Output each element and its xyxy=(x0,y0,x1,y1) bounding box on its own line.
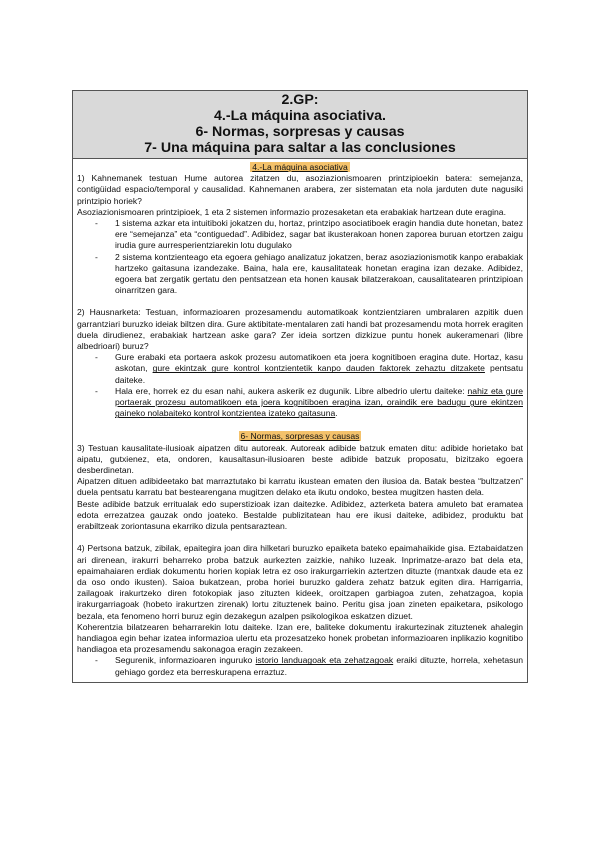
answer-2-bullet-1-underlined: gure ekintzak gure kontrol kontzientetik kanpo dauden faktorek zehaztu ditzakete xyxy=(152,363,485,374)
section-6-heading xyxy=(77,431,523,442)
answer-2-bullet-2-underlined: nahiz eta gure portaerak prozesu automatikoen eta joera kognitiboen eragina izan, oraindik ere badugu gure ekintzen gaineko nolabaiteko kontrol kontzientea izateko gaitasuna xyxy=(115,385,523,419)
section-4-heading xyxy=(77,162,523,173)
document-table xyxy=(72,90,528,683)
answer-2-bullet-1-text-b: pentsatu daiteke. xyxy=(115,363,524,385)
answer-2-bullet-1-text-a: Gure erabaki eta portaera askok prozesu automatikoen eta joera kognitiboen eragina dute. Hortaz, kasu askotan, xyxy=(115,352,523,374)
question-4: 4) Pertsona batzuk, zibilak, epaitegira joan dira hilketari buruzko epaiketa bateko epaimahaikide gisa. Eztabaidatzen ari direnean, irakurri beharreko proba batzuk aurkezten zaizkie, nahiko luzeak. Inprimatze-arazo bat dela eta, epaimahaiaren erdiak dokumentu horien kopiak letra ez oso irakurgarriekin aztertzen dituzte (mantxak daude eta ez da oso ondo ikusten). Saioa bukatzean, proba horiei buruzko galdera zehatz batzuk egiten dira. Harrigarria, zailagoak irakurtzeko diren fotokopiak jaso zituzten kideek, oroitzapen garbiagoa zuten, zehatzagoa, kopia irakurgarriagoak (hobeto irakurtzen zirenak) lortu zituztenek baino. Peritu gisa joan zineten epaiketara, psikologo bezala, eta fenomeno horri buruz egin dezakegun azalpen psikologikoa eskatzen dizuet. xyxy=(77,543,523,621)
header-line-2: 4.-La máquina asociativa. xyxy=(214,108,386,124)
header-line-4: 7- Una máquina para saltar a las conclusiones xyxy=(144,140,456,156)
answer-1-bullet-2: - 2 sistema kontzienteago eta egoera gehiago analizatuz jokatzen, beraz asoziazionismotik kanpo erabakiak hartzeko gaitasuna izandezake. Baina, hala ere, kausalitateak honetan eragina izan dezake. Adibidez, egoera bat zergatik gertatu den pentsatzean eta honen kausak bilatzerakoan, causalitatearen printzipioan oinarritzen gara. xyxy=(115,252,523,297)
answer-2-bullet-1 xyxy=(115,352,523,386)
answer-1-intro: Asoziazionismoaren printzipioek, 1 eta 2 sistemen informazio prozesaketan eta erabakiak hartzean dute eragina. xyxy=(77,206,506,217)
answer-1-bullet-1: - 1 sistema azkar eta intuitiboki jokatzen du, hortaz, printzipo asociatiboek eragin handia dute honetan, batez ere “semejanza” eta “contiguedad”. Adibidez, sagar bat ikusterakoan honen zaporea buruan etortzen zaigu irudia gure aurresperientziarekin lotu dugulako xyxy=(115,218,523,252)
answer-4-bullet-1 xyxy=(115,655,523,677)
answer-4-bullet-1-text-b: eraiki dituzte, horrela, xehetasun gehiago gordez eta berreskurapena erraztuz. xyxy=(115,655,523,677)
header-line-1: 2.GP: xyxy=(281,92,319,108)
header-line-3: 6- Normas, sorpresas y causas xyxy=(195,124,405,140)
section-6-title: 6- Normas, sorpresas y causas xyxy=(240,431,360,442)
question-2: 2) Hausnarketa: Testuan, informazioaren prozesamendu automatikoak kontzientziaren umbralaren azpitik duen garrantziari buruzko ideiak biltzen dira. Gure aktibitate-mentalaren zati handi bat prozesamendu mota horrek eragiten duela dirudienez, erabakiak hartzean aske gara? Zer ideia sortzen dizkizue puntu honek aukeramenari (libre albedrioari) buruz? xyxy=(77,307,523,352)
answer-3-paragraph-1: Aipatzen dituen adibideetako bat marraztutako bi karratu ikustean ematen den ilusioa da. Batak bestea “bultzatzen” duela pentsatu karratu bat bestearengana mugitzen delako eta ikutu ondoko, bestea mugitzen hasten dela. xyxy=(77,476,523,498)
answer-4-bullet-1-text-a: Segurenik, informazioaren inguruko xyxy=(115,655,256,666)
answer-3-paragraph-2: Beste adibide batzuk erritualak edo superstizioak izan daitezke. Adibidez, azterketa batera amuleto bat eramatea edota errezatzea gauzak ondo joateko. Bestalde publizitatean hau ere ikusi daiteke, adibidez, produktu bat erabiltzeak zoriontasuna ekarriko dizula pentsaraztean. xyxy=(77,498,523,532)
answer-2-bullet-2-text-a: Hala ere, horrek ez du esan nahi, aukera askerik ez dugunik. Libre albedrio ulertu daiteke: xyxy=(115,385,468,396)
answer-2-bullet-2-text-b: . xyxy=(335,408,338,419)
answer-4-list xyxy=(77,655,523,677)
answer-4-bullet-1-underlined: istorio landuagoak eta zehatzagoak xyxy=(255,655,394,666)
answer-2-bullet-2 xyxy=(115,386,523,420)
document-header xyxy=(73,91,527,159)
document-body xyxy=(73,159,527,682)
question-1: 1) Kahnemanek testuan Hume autorea zitatzen du, asoziazionismoaren printzipioekin batera: semejanza, contigüidad espacio/temporal y causalidad. Kahnemanen arabera, zer sistematan eta nola jarduten dute nagusiki printzipio horiek? xyxy=(77,173,523,206)
answer-1-list xyxy=(77,218,523,296)
answer-4-paragraph-1: Koherentzia bilatzearen beharrarekin lotu daiteke. Izan ere, baliteke dokumentu irakurtezinak zituztenek ahalegin handiagoa egin behar izatea informazioa ulertu eta prozesatzeko honek probetan informazioaren inplikazio kognitibo handiagoa eta prozesamendu sakonagoa eragin zezakeen. xyxy=(77,621,523,655)
section-4-title: 4.-La máquina asociativa xyxy=(252,162,348,172)
answer-2-list xyxy=(77,352,523,419)
question-3: 3) Testuan kausalitate-ilusioak aipatzen ditu autoreak. Autoreak adibide batzuk ematen ditu: adibide horietako bat aipatu, gutxienez, eta, ondoren, kausaltasun-ilusioaren beste adibide batzuk proposatu, bizitzako egoera desberdinetan. xyxy=(77,442,523,476)
